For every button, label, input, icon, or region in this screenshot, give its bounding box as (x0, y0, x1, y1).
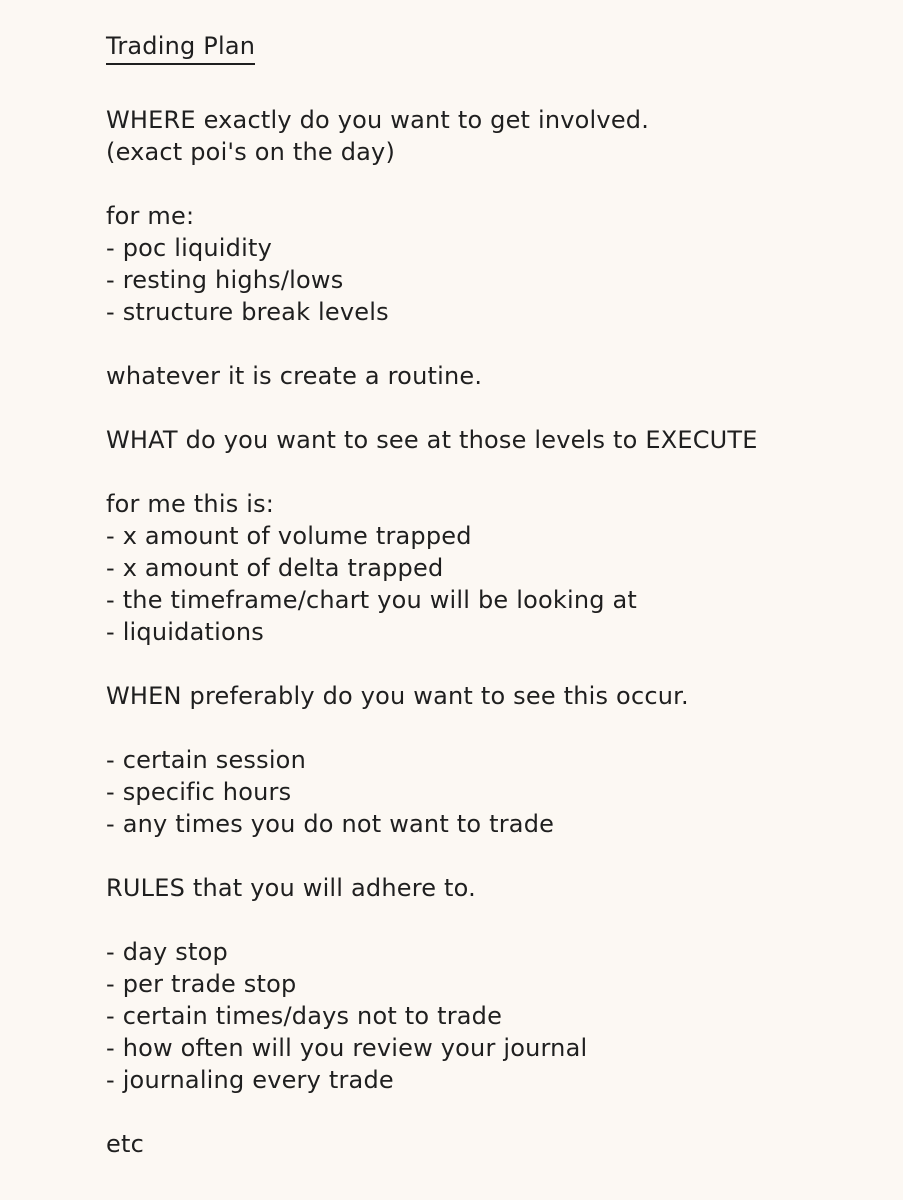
where-heading: WHERE exactly do you want to get involved. (106, 106, 650, 134)
where-item-structure-break-levels: - structure break levels (106, 298, 389, 326)
rules-heading: RULES that you will adhere to. (106, 874, 476, 902)
when-item-certain-session: - certain session (106, 746, 306, 774)
where-item-resting-highs-lows: - resting highs/lows (106, 266, 344, 294)
where-intro: for me: (106, 202, 195, 230)
what-item-timeframe-chart: - the timeframe/chart you will be looking at (106, 586, 638, 614)
routine-note: whatever it is create a routine. (106, 362, 483, 390)
what-heading: WHAT do you want to see at those levels to EXECUTE (106, 426, 758, 454)
rules-item-review-journal: - how often will you review your journal (106, 1034, 588, 1062)
what-item-liquidations: - liquidations (106, 618, 264, 646)
rules-item-journaling: - journaling every trade (106, 1066, 394, 1094)
title-row (106, 30, 886, 68)
where-item-poc-liquidity: - poc liquidity (106, 234, 272, 262)
where-subheading: (exact poi's on the day) (106, 138, 396, 166)
what-item-delta-trapped: - x amount of delta trapped (106, 554, 444, 582)
when-item-no-trade-times: - any times you do not want to trade (106, 810, 555, 838)
footer-etc: etc (106, 1130, 144, 1158)
when-heading: WHEN preferably do you want to see this occur. (106, 682, 689, 710)
rules-item-no-trade-days: - certain times/days not to trade (106, 1002, 503, 1030)
trading-plan-note (106, 30, 886, 1160)
when-item-specific-hours: - specific hours (106, 778, 292, 806)
what-intro: for me this is: (106, 490, 275, 518)
page-title: Trading Plan (106, 30, 255, 65)
rules-item-day-stop: - day stop (106, 938, 228, 966)
what-item-volume-trapped: - x amount of volume trapped (106, 522, 472, 550)
rules-item-per-trade-stop: - per trade stop (106, 970, 297, 998)
